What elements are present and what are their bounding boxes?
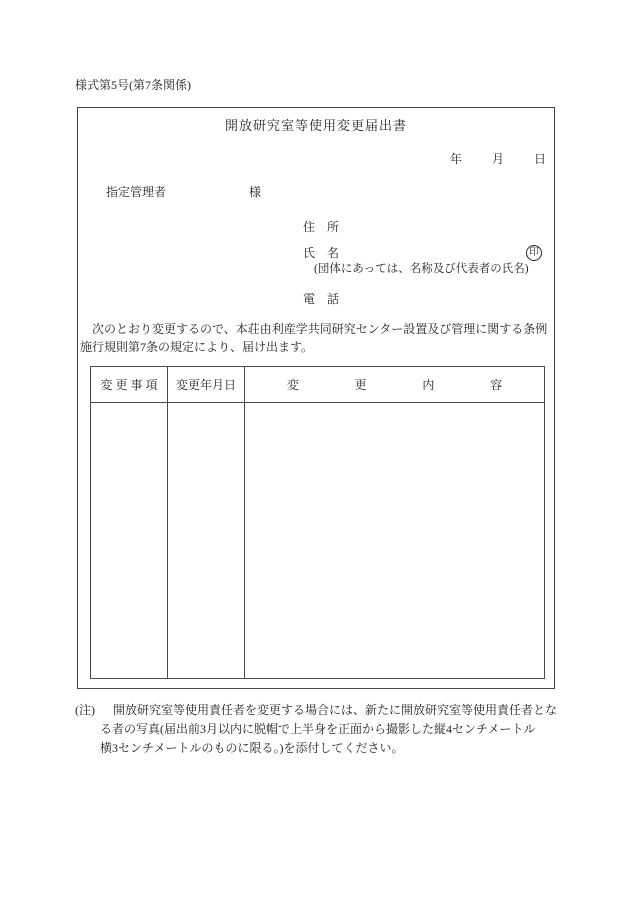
note-line-2: る者の写真(届出前3月以内に脱帽で上半身を正面から撮影した縦4センチメートル [100, 722, 536, 736]
date-month-label: 月 [491, 152, 504, 166]
note-block [75, 701, 563, 758]
change-date-cell [168, 403, 245, 679]
form-border-box [77, 107, 555, 689]
date-line [78, 150, 554, 168]
name-label: 氏 名 [303, 246, 340, 260]
body-line-2: 施行規則第7条の規定により、届け出ます。 [80, 340, 314, 354]
addressee-honorific: 様 [249, 185, 262, 199]
body-line-1: 次のとおり変更するので、本荘由利産学共同研究センター設置及び管理に関する条例 [80, 322, 548, 336]
table-header-row [91, 367, 545, 403]
col-header-change-details [245, 367, 545, 403]
note-line-3: 横3センチメートルのものに限る。)を添付してください。 [100, 741, 404, 755]
note-text-1: 開放研究室等使用責任者を変更する場合には、新たに開放研究室等使用責任者とな [113, 703, 558, 717]
change-table [90, 366, 545, 679]
seal-mark-icon: 印 [526, 245, 542, 261]
addressee-line [78, 183, 554, 201]
col-header-change-item: 変 更 事 項 [91, 367, 168, 403]
address-label: 住 所 [303, 220, 340, 234]
note-marker: (注) [75, 703, 95, 717]
form-title: 開放研究室等使用変更届出書 [224, 118, 407, 133]
note-line-1 [75, 701, 563, 720]
addressee-label: 指定管理者 [106, 185, 167, 199]
body-paragraph [78, 320, 554, 356]
col-header-change-details-text: 変 更 内 容 [286, 378, 503, 392]
name-note: (団体にあっては、名称及び代表者の氏名) [314, 263, 529, 275]
form-number-label: 様式第5号(第7条関係) [75, 78, 191, 92]
date-year-label: 年 [449, 152, 462, 166]
name-line [78, 244, 554, 262]
change-details-cell [245, 403, 545, 679]
phone-label: 電 話 [303, 292, 340, 306]
change-item-cell [91, 403, 168, 679]
col-header-change-date: 変更年月日 [168, 367, 245, 403]
date-day-label: 日 [533, 152, 546, 166]
table-row [91, 403, 545, 679]
